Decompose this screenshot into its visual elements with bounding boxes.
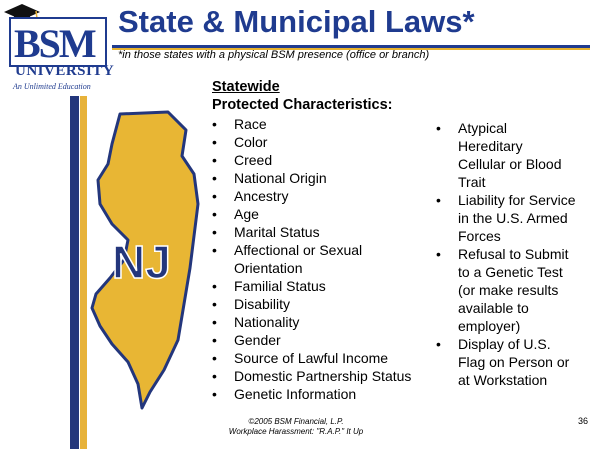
left-accent-bar-blue [70, 96, 79, 449]
section-heading: Statewide [212, 79, 280, 95]
list-item: • Nationality [212, 313, 452, 331]
list-item: • Display of U.S. Flag on Person or at Workstation [436, 335, 578, 389]
list-item: • Marital Status [212, 223, 452, 241]
list-item: • National Origin [212, 169, 452, 187]
list-item: • Affectional or Sexual Orientation [212, 241, 384, 277]
list-heading: Protected Characteristics: [212, 97, 393, 113]
list-item: • Domestic Partnership Status [212, 367, 452, 385]
list-item: • Disability [212, 295, 452, 313]
list-item: • Familial Status [212, 277, 452, 295]
nj-state-label: NJ [112, 236, 171, 288]
left-accent-bar-gold [80, 96, 87, 449]
list-item: • Source of Lawful Income [212, 349, 452, 367]
list-item: • Genetic Information [212, 385, 452, 403]
protected-characteristics-list-1 [212, 115, 452, 403]
slide-subtitle: *in those states with a physical BSM presence (office or branch) [118, 49, 430, 61]
list-item: • Age [212, 205, 452, 223]
bsm-university-logo [0, 0, 115, 96]
list-item: • Race [212, 115, 452, 133]
footer-course-title: Workplace Harassment: "R.A.P." It Up [228, 427, 364, 436]
list-item: • Atypical Hereditary Cellular or Blood Trait [436, 119, 568, 191]
protected-characteristics-list-2 [436, 119, 594, 389]
logo-university-text: UNIVERSITY [15, 63, 115, 79]
footer-copyright: ©2005 BSM Financial, L.P. [248, 417, 344, 426]
list-item: • Color [212, 133, 452, 151]
slide-title: State & Municipal Laws* [118, 4, 475, 39]
list-item: • Refusal to Submit to a Genetic Test (or make results available to employer) [436, 245, 578, 335]
list-item: • Liability for Service in the U.S. Armed Forces [436, 191, 578, 245]
page-number: 36 [578, 416, 589, 426]
logo-tagline: An Unlimited Education [13, 82, 91, 91]
logo-bsm-text: BSM [14, 21, 95, 66]
list-item: • Ancestry [212, 187, 452, 205]
list-item: • Gender [212, 331, 452, 349]
new-jersey-map-icon [90, 108, 202, 410]
list-item: • Creed [212, 151, 452, 169]
